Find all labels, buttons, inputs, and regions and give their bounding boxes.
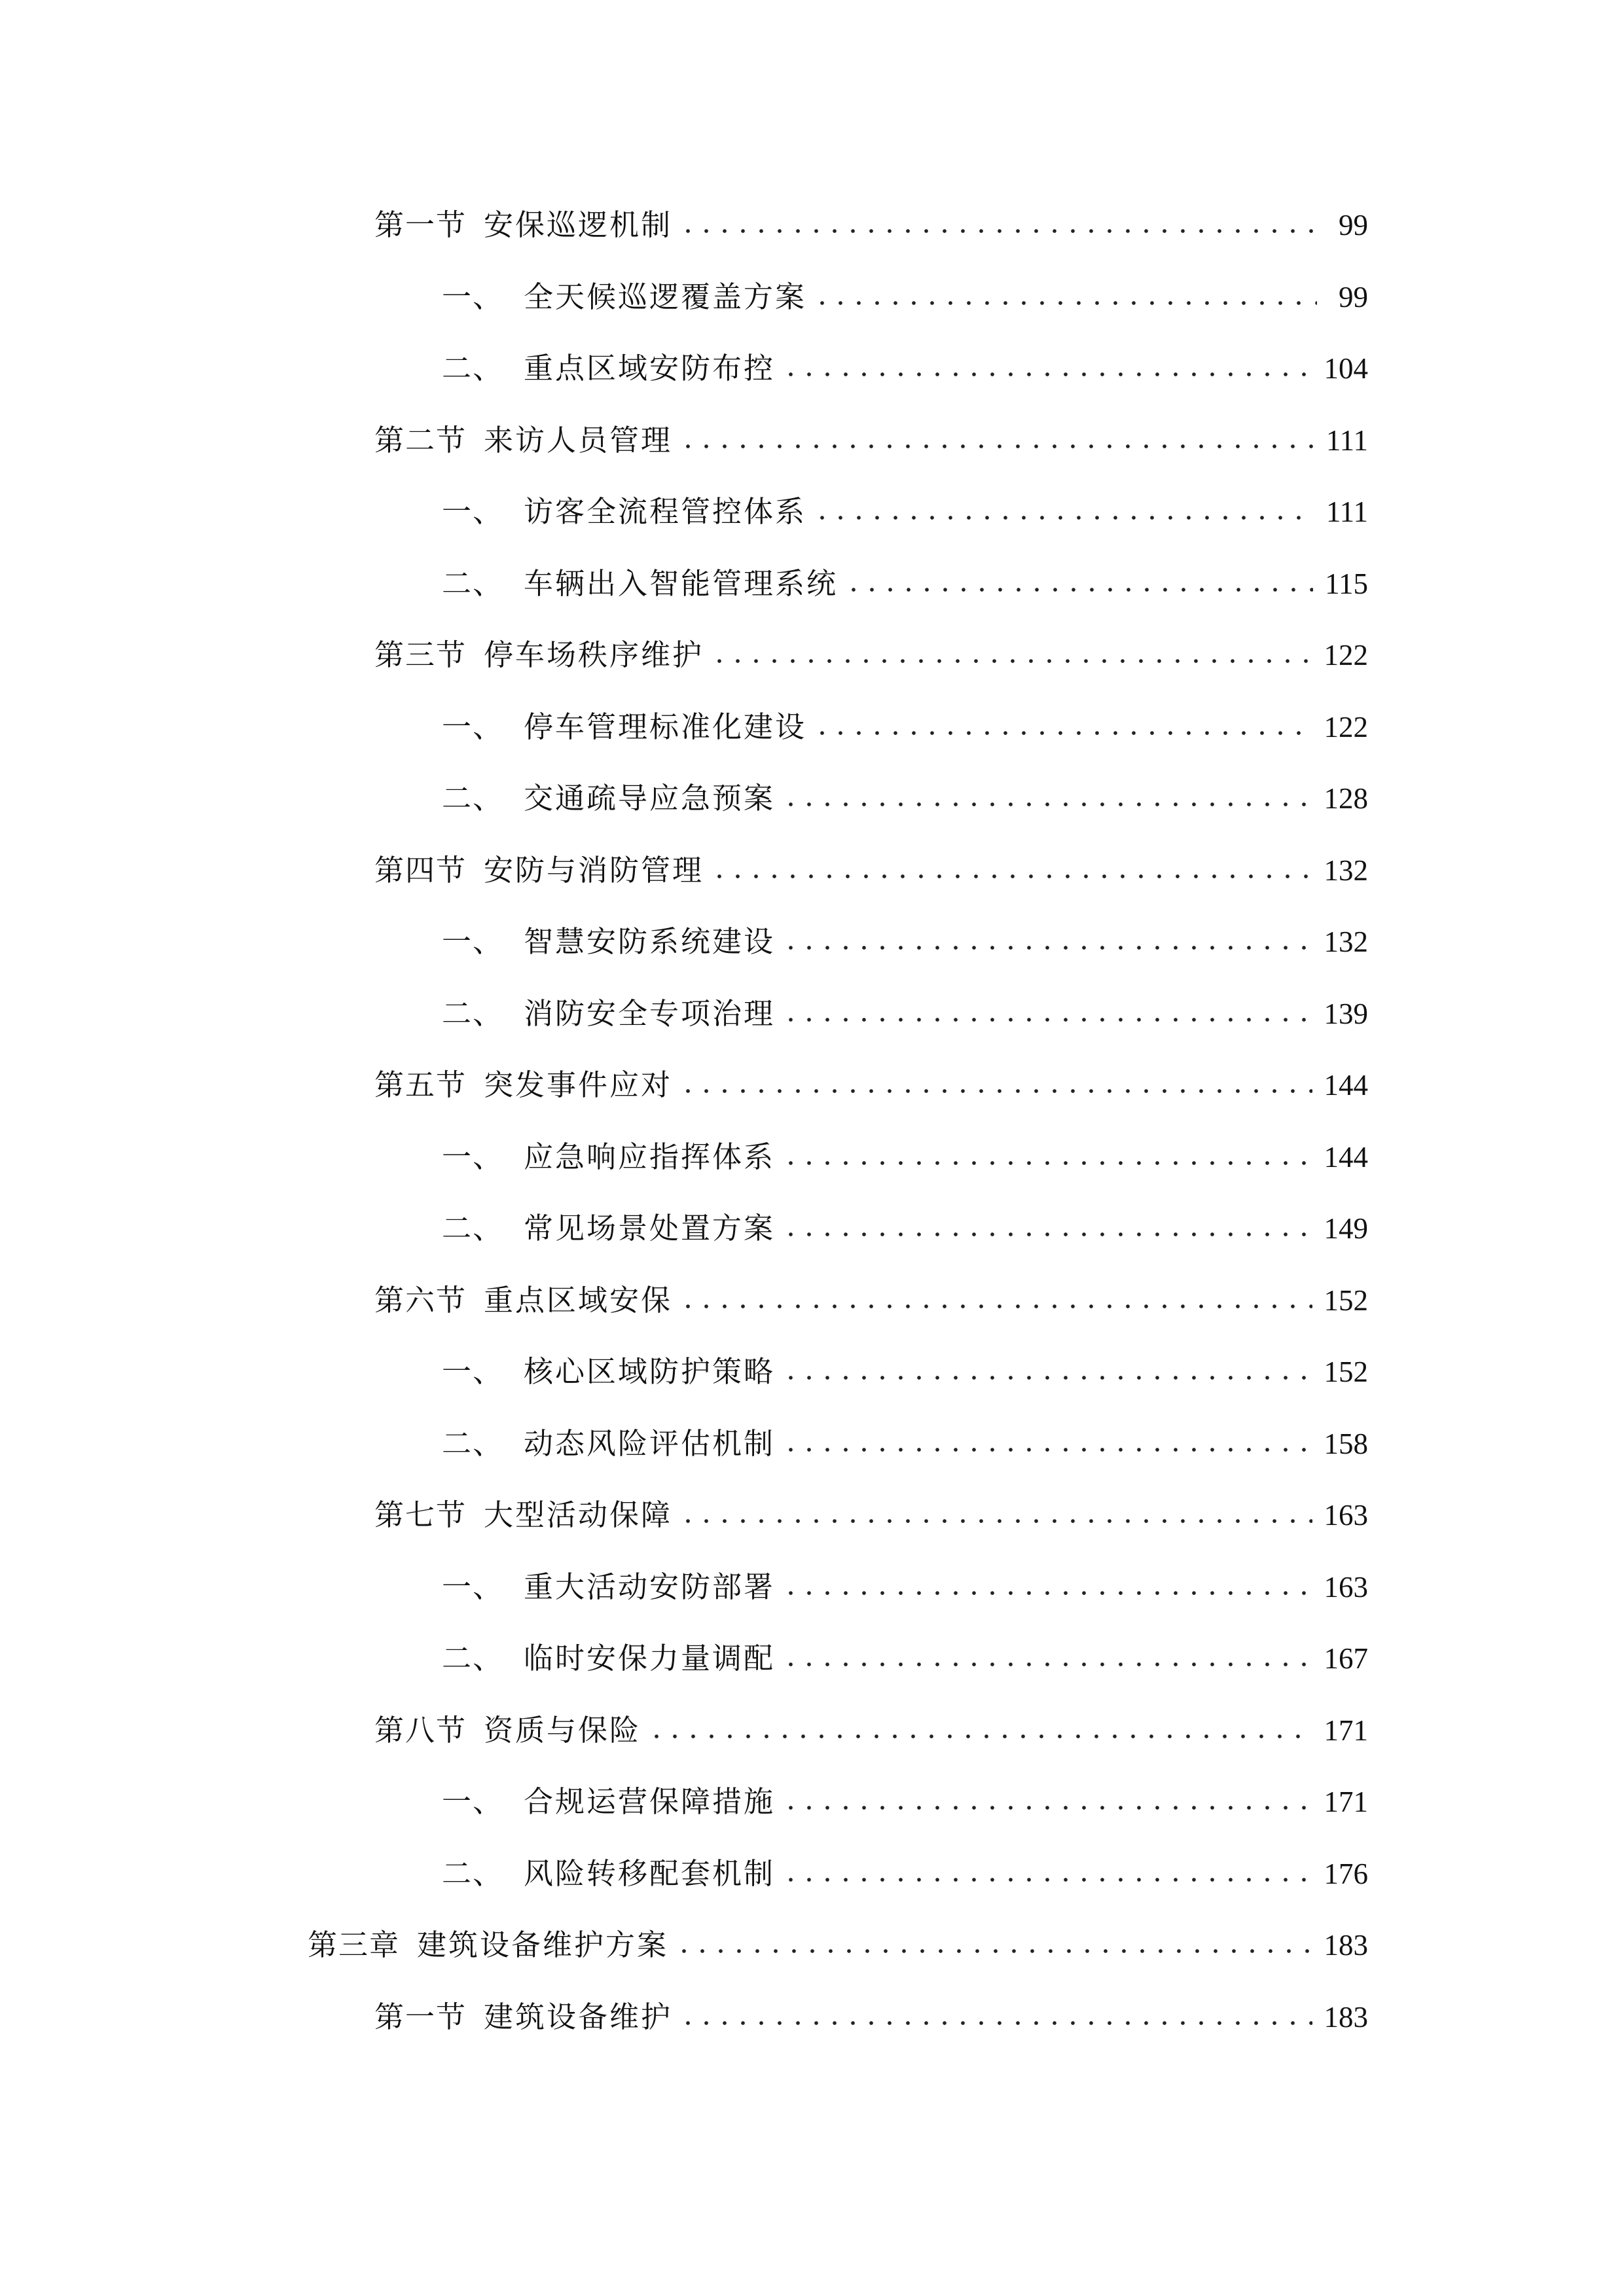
toc-entry-page-number: 171 [1324, 1713, 1368, 1747]
toc-entry-number: 一、 [442, 1784, 504, 1819]
toc-entry-number: 第四节 [374, 852, 467, 888]
toc-entry-item[interactable] [0, 1336, 1624, 1408]
toc-entry-title: 全天候巡逻覆盖方案 [524, 279, 807, 314]
toc-line [442, 1639, 1368, 1678]
toc-entry-number: 第一节 [374, 207, 467, 242]
toc-entry-title: 动态风险评估机制 [524, 1426, 776, 1461]
dot-leader [813, 513, 1314, 522]
toc-entry-number: 一、 [442, 494, 504, 529]
toc-entry-page-number: 99 [1339, 280, 1368, 314]
toc-entry-page-number: 171 [1324, 1785, 1368, 1818]
toc-entry-title: 临时安保力量调配 [524, 1641, 776, 1676]
toc-line [442, 1854, 1368, 1893]
toc-entry-page-number: 183 [1324, 1929, 1368, 1962]
toc-entry-page-number: 183 [1324, 2000, 1368, 2034]
toc-entry-title: 安防与消防管理 [484, 852, 704, 888]
toc-entry-number: 一、 [442, 1139, 504, 1174]
dot-leader [679, 442, 1314, 451]
toc-line [442, 994, 1368, 1033]
toc-line [442, 708, 1368, 747]
toc-entry-title: 应急响应指挥体系 [524, 1139, 776, 1174]
toc-entry-title: 停车管理标准化建设 [524, 709, 807, 744]
dot-leader [782, 1875, 1312, 1884]
dot-leader [679, 2018, 1312, 2028]
toc-entry-item[interactable] [0, 548, 1624, 620]
dot-leader [647, 1732, 1312, 1741]
dot-leader [679, 1302, 1312, 1311]
toc-line [442, 1352, 1368, 1391]
toc-entry-section[interactable] [0, 1480, 1624, 1552]
dot-leader [710, 872, 1312, 881]
toc-entry-title: 合规运营保障措施 [524, 1784, 776, 1819]
toc-entry-title: 重点区域安防布控 [524, 351, 776, 386]
toc-line [442, 1138, 1368, 1177]
toc-entry-number: 二、 [442, 781, 504, 816]
toc-entry-page-number: 139 [1324, 997, 1368, 1030]
dot-leader [782, 370, 1312, 379]
toc-entry-number: 二、 [442, 1211, 504, 1246]
toc-entry-item[interactable] [0, 763, 1624, 835]
table-of-contents [0, 190, 1624, 2053]
toc-entry-page-number: 163 [1324, 1499, 1368, 1532]
toc-line [442, 349, 1368, 388]
toc-entry-title: 安保巡逻机制 [484, 207, 673, 242]
toc-entry-item[interactable] [0, 1623, 1624, 1695]
toc-entry-page-number: 122 [1324, 710, 1368, 744]
toc-entry-title: 核心区域防护策略 [524, 1354, 776, 1389]
toc-line [374, 1281, 1368, 1320]
dot-leader [782, 1158, 1312, 1168]
toc-line [442, 1209, 1368, 1248]
toc-entry-item[interactable] [0, 476, 1624, 548]
toc-entry-page-number: 149 [1324, 1212, 1368, 1245]
toc-entry-section[interactable] [0, 835, 1624, 907]
dot-leader [782, 943, 1312, 952]
toc-entry-page-number: 132 [1324, 925, 1368, 958]
toc-entry-item[interactable] [0, 1193, 1624, 1265]
toc-entry-title: 突发事件应对 [484, 1067, 673, 1102]
toc-entry-title: 重大活动安防部署 [524, 1569, 776, 1604]
toc-entry-item[interactable] [0, 1122, 1624, 1194]
toc-entry-item[interactable] [0, 262, 1624, 334]
toc-entry-page-number: 128 [1324, 782, 1368, 815]
toc-entry-number: 二、 [442, 1856, 504, 1891]
toc-entry-number: 第七节 [374, 1498, 467, 1532]
dot-leader [782, 800, 1312, 809]
toc-line [442, 1424, 1368, 1463]
toc-entry-page-number: 152 [1324, 1355, 1368, 1388]
toc-line [374, 636, 1368, 675]
toc-entry-number: 第八节 [374, 1712, 467, 1748]
toc-entry-page-number: 167 [1324, 1642, 1368, 1675]
toc-line [442, 1568, 1368, 1607]
toc-entry-title: 建筑设备维护方案 [417, 1928, 669, 1962]
toc-entry-title: 建筑设备维护 [484, 1999, 673, 2034]
toc-line [442, 278, 1368, 317]
dot-leader [782, 1230, 1312, 1239]
toc-entry-page-number: 111 [1326, 495, 1368, 528]
toc-entry-page-number: 132 [1324, 853, 1368, 887]
toc-entry-item[interactable] [0, 1552, 1624, 1624]
toc-entry-page-number: 144 [1324, 1140, 1368, 1174]
toc-entry-section[interactable] [0, 190, 1624, 262]
toc-entry-section[interactable] [0, 620, 1624, 692]
toc-entry-number: 第五节 [374, 1067, 467, 1102]
dot-leader [782, 1660, 1312, 1669]
toc-entry-number: 二、 [442, 1641, 504, 1676]
toc-line [374, 206, 1368, 245]
toc-entry-page-number: 163 [1324, 1570, 1368, 1604]
toc-entry-title: 常见场景处置方案 [524, 1211, 776, 1246]
toc-entry-number: 第三章 [308, 1928, 401, 1962]
toc-entry-number: 第六节 [374, 1282, 467, 1318]
toc-entry-page-number: 144 [1324, 1069, 1368, 1102]
toc-line [442, 779, 1368, 818]
toc-entry-item[interactable] [0, 1767, 1624, 1839]
toc-entry-item[interactable] [0, 1408, 1624, 1480]
toc-line [442, 922, 1368, 961]
toc-entry-item[interactable] [0, 333, 1624, 405]
toc-entry-number: 二、 [442, 565, 504, 601]
toc-entry-section[interactable] [0, 1265, 1624, 1337]
toc-entry-chapter[interactable] [0, 1910, 1624, 1982]
dot-leader [813, 298, 1317, 308]
toc-entry-item[interactable] [0, 692, 1624, 764]
toc-entry-page-number: 104 [1324, 352, 1368, 385]
toc-entry-title: 消防安全专项治理 [524, 996, 776, 1031]
toc-line [374, 851, 1368, 890]
toc-entry-number: 一、 [442, 279, 504, 314]
toc-entry-page-number: 152 [1324, 1283, 1368, 1317]
toc-entry-title: 停车场秩序维护 [484, 637, 704, 672]
toc-entry-item[interactable] [0, 1839, 1624, 1910]
toc-entry-title: 大型活动保障 [484, 1498, 673, 1532]
toc-line [374, 1496, 1368, 1535]
toc-line [374, 1711, 1368, 1750]
toc-entry-number: 二、 [442, 996, 504, 1031]
toc-line [374, 421, 1368, 460]
toc-entry-number: 一、 [442, 1569, 504, 1604]
toc-line [374, 1066, 1368, 1105]
toc-line [442, 564, 1368, 603]
toc-entry-title: 来访人员管理 [484, 422, 673, 457]
dot-leader [782, 1445, 1312, 1454]
toc-entry-section[interactable] [0, 1050, 1624, 1122]
toc-entry-title: 车辆出入智能管理系统 [524, 565, 839, 601]
toc-entry-section[interactable] [0, 405, 1624, 477]
dot-leader [710, 656, 1312, 666]
toc-entry-page-number: 111 [1326, 423, 1368, 457]
toc-entry-number: 第二节 [374, 422, 467, 457]
toc-entry-number: 二、 [442, 1426, 504, 1461]
toc-entry-title: 交通疏导应急预案 [524, 781, 776, 816]
toc-entry-number: 一、 [442, 709, 504, 744]
toc-entry-section[interactable] [0, 1982, 1624, 2054]
toc-line [308, 1926, 1368, 1965]
dot-leader [675, 1946, 1312, 1956]
dot-leader [782, 1803, 1312, 1812]
toc-entry-page-number: 176 [1324, 1857, 1368, 1890]
dot-leader [782, 1588, 1312, 1598]
toc-entry-number: 一、 [442, 1354, 504, 1389]
toc-line [442, 492, 1368, 531]
dot-leader [782, 1015, 1312, 1024]
toc-entry-title: 访客全流程管控体系 [524, 494, 807, 529]
toc-entry-item[interactable] [0, 978, 1624, 1050]
toc-entry-title: 风险转移配套机制 [524, 1856, 776, 1891]
toc-entry-number: 第一节 [374, 1999, 467, 2034]
toc-line [374, 1998, 1368, 2037]
toc-entry-page-number: 115 [1325, 567, 1368, 600]
toc-entry-number: 一、 [442, 924, 504, 959]
toc-entry-section[interactable] [0, 1695, 1624, 1767]
dot-leader [679, 226, 1317, 236]
dot-leader [782, 1373, 1312, 1382]
toc-entry-title: 资质与保险 [484, 1712, 641, 1748]
toc-entry-number: 第三节 [374, 637, 467, 672]
toc-entry-page-number: 122 [1324, 639, 1368, 672]
toc-entry-title: 智慧安防系统建设 [524, 924, 776, 959]
dot-leader [679, 1516, 1312, 1526]
dot-leader [844, 585, 1313, 594]
dot-leader [813, 728, 1312, 738]
toc-line [442, 1782, 1368, 1821]
dot-leader [679, 1086, 1312, 1096]
toc-entry-number: 二、 [442, 351, 504, 386]
toc-entry-item[interactable] [0, 906, 1624, 978]
toc-entry-title: 重点区域安保 [484, 1282, 673, 1318]
toc-entry-page-number: 99 [1339, 209, 1368, 242]
toc-entry-page-number: 158 [1324, 1427, 1368, 1460]
